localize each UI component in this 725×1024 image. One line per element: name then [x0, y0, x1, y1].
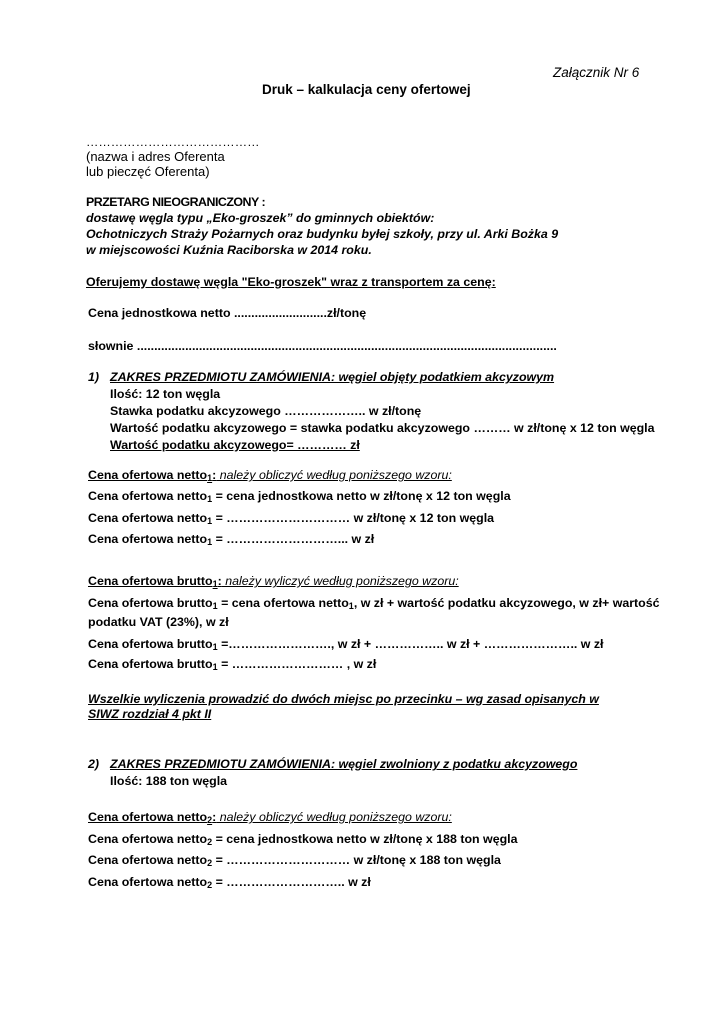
section-1-net-fill	[88, 511, 494, 529]
section-1-gross-formula	[88, 596, 660, 614]
section-1-net-formula	[88, 489, 511, 507]
gross-result-sub: 1	[212, 662, 218, 672]
gross-heading-note: należy wyliczyć według poniższego wzoru:	[221, 574, 459, 588]
net-result-label: Cena ofertowa netto	[88, 532, 208, 546]
net-heading-sub: 1	[207, 473, 213, 483]
gross-formula-sub-2: 1	[348, 601, 354, 611]
net-heading-colon: :	[212, 468, 217, 482]
section-2-net-fill	[88, 853, 501, 871]
net2-fill-label: Cena ofertowa netto	[88, 853, 208, 867]
gross-fill-sub: 1	[212, 642, 218, 652]
in-words-line: słownie ..........................................................................................................................	[88, 339, 557, 353]
net2-formula-text: = cena jednostkowa netto w zł/tonę x 188 ton węgla	[212, 832, 518, 846]
offeror-line-2: lub pieczęć Oferenta)	[86, 164, 210, 179]
net-result-sub: 1	[207, 537, 213, 547]
net-result-text: = ………………………... w zł	[212, 532, 375, 546]
net-fill-label: Cena ofertowa netto	[88, 511, 208, 525]
gross-formula-b: , w zł + wartość podatku akcyzowego, w zł+ wartość	[353, 596, 660, 610]
gross-heading-colon: :	[217, 574, 222, 588]
net2-result-sub: 2	[207, 880, 213, 890]
net-heading-label: Cena ofertowa netto	[88, 468, 208, 482]
gross-fill-label: Cena ofertowa brutto	[88, 637, 213, 651]
net-fill-sub: 1	[207, 516, 213, 526]
net2-heading-note: należy obliczyć według poniższego wzoru:	[216, 810, 452, 824]
gross-heading-label: Cena ofertowa brutto	[88, 574, 213, 588]
section-1-excise-rate: Stawka podatku akcyzowego ……………….. w zł/tonę	[110, 404, 422, 418]
offeror-dots: ……………………………………	[86, 135, 260, 149]
gross-formula-sub-1: 1	[212, 601, 218, 611]
section-1-gross-result	[88, 657, 376, 675]
net-formula-text: = cena jednostkowa netto w zł/tonę x 12 ton węgla	[212, 489, 511, 503]
section-1-net-heading	[88, 468, 452, 486]
net-heading-note: należy obliczyć według poniższego wzoru:	[216, 468, 452, 482]
section-2-net-result	[88, 875, 371, 893]
section-2-net-heading	[88, 810, 452, 828]
net2-result-label: Cena ofertowa netto	[88, 875, 208, 889]
gross-fill-text: =……………………., w zł + …………….. w zł + ………………….. w zł	[217, 637, 604, 651]
gross-result-label: Cena ofertowa brutto	[88, 657, 213, 671]
net2-heading-label: Cena ofertowa netto	[88, 810, 208, 824]
offer-heading: Oferujemy dostawę węgla "Eko-groszek" wraz z transportem za cenę:	[86, 275, 496, 289]
section-1-gross-formula-line-2: podatku VAT (23%), w zł	[88, 615, 229, 629]
net2-fill-sub: 2	[207, 858, 213, 868]
section-1-gross-heading	[88, 574, 459, 592]
gross-heading-sub: 1	[212, 579, 218, 589]
annex-label: Załącznik Nr 6	[553, 65, 640, 80]
tender-line-2: Ochotniczych Straży Pożarnych oraz budynku byłej szkoły, przy ul. Arki Bożka 9	[86, 227, 559, 241]
page-title: Druk – kalkulacja ceny ofertowej	[262, 82, 471, 97]
net2-heading-colon: :	[212, 810, 217, 824]
gross-result-text: = ……………………… , w zł	[217, 657, 377, 671]
section-1-heading: ZAKRES PRZEDMIOTU ZAMÓWIENIA: węgiel objęty podatkiem akcyzowym	[110, 370, 555, 384]
tender-line-3: w miejscowości Kuźnia Raciborska w 2014 roku.	[86, 243, 372, 257]
net-fill-text: = ………………………… w zł/tonę x 12 ton węgla	[212, 511, 495, 525]
tender-line-1: dostawę węgla typu „Eko-groszek” do gminnych obiektów:	[86, 211, 435, 225]
net2-formula-label: Cena ofertowa netto	[88, 832, 208, 846]
net2-fill-text: = ………………………… w zł/tonę x 188 ton węgla	[212, 853, 501, 867]
section-2-heading: ZAKRES PRZEDMIOTU ZAMÓWIENIA: węgiel zwolniony z podatku akcyzowego	[110, 757, 578, 771]
section-1-gross-fill	[88, 637, 604, 655]
unit-price-line: Cena jednostkowa netto ...........................zł/tonę	[88, 306, 367, 320]
net2-heading-sub: 2	[207, 815, 213, 825]
gross-formula-label: Cena ofertowa brutto	[88, 596, 213, 610]
section-2-quantity: Ilość: 188 ton węgla	[110, 774, 228, 788]
net-formula-label: Cena ofertowa netto	[88, 489, 208, 503]
net-formula-sub: 1	[207, 494, 213, 504]
section-1-excise-value: Wartość podatku akcyzowego= ………… zł	[110, 438, 360, 452]
net2-result-text: = ……………………….. w zł	[212, 875, 371, 889]
tender-heading: PRZETARG NIEOGRANICZONY :	[86, 195, 266, 209]
section-1-excise-formula: Wartość podatku akcyzowego = stawka podatku akcyzowego ……… w zł/tonę x 12 ton węgla	[110, 421, 655, 435]
section-2-net-formula	[88, 832, 518, 850]
calculation-note: Wszelkie wyliczenia prowadzić do dwóch miejsc po przecinku – wg zasad opisanych w SIWZ rozdział 4 pkt II	[88, 692, 599, 721]
section-1-net-result	[88, 532, 374, 550]
section-2-number: 2)	[88, 757, 100, 771]
gross-formula-a: = cena ofertowa netto	[217, 596, 349, 610]
offeror-line-1: (nazwa i adres Oferenta	[86, 149, 225, 164]
section-1-number: 1)	[88, 370, 100, 384]
section-1-quantity: Ilość: 12 ton węgla	[110, 387, 221, 401]
net2-formula-sub: 2	[207, 837, 213, 847]
